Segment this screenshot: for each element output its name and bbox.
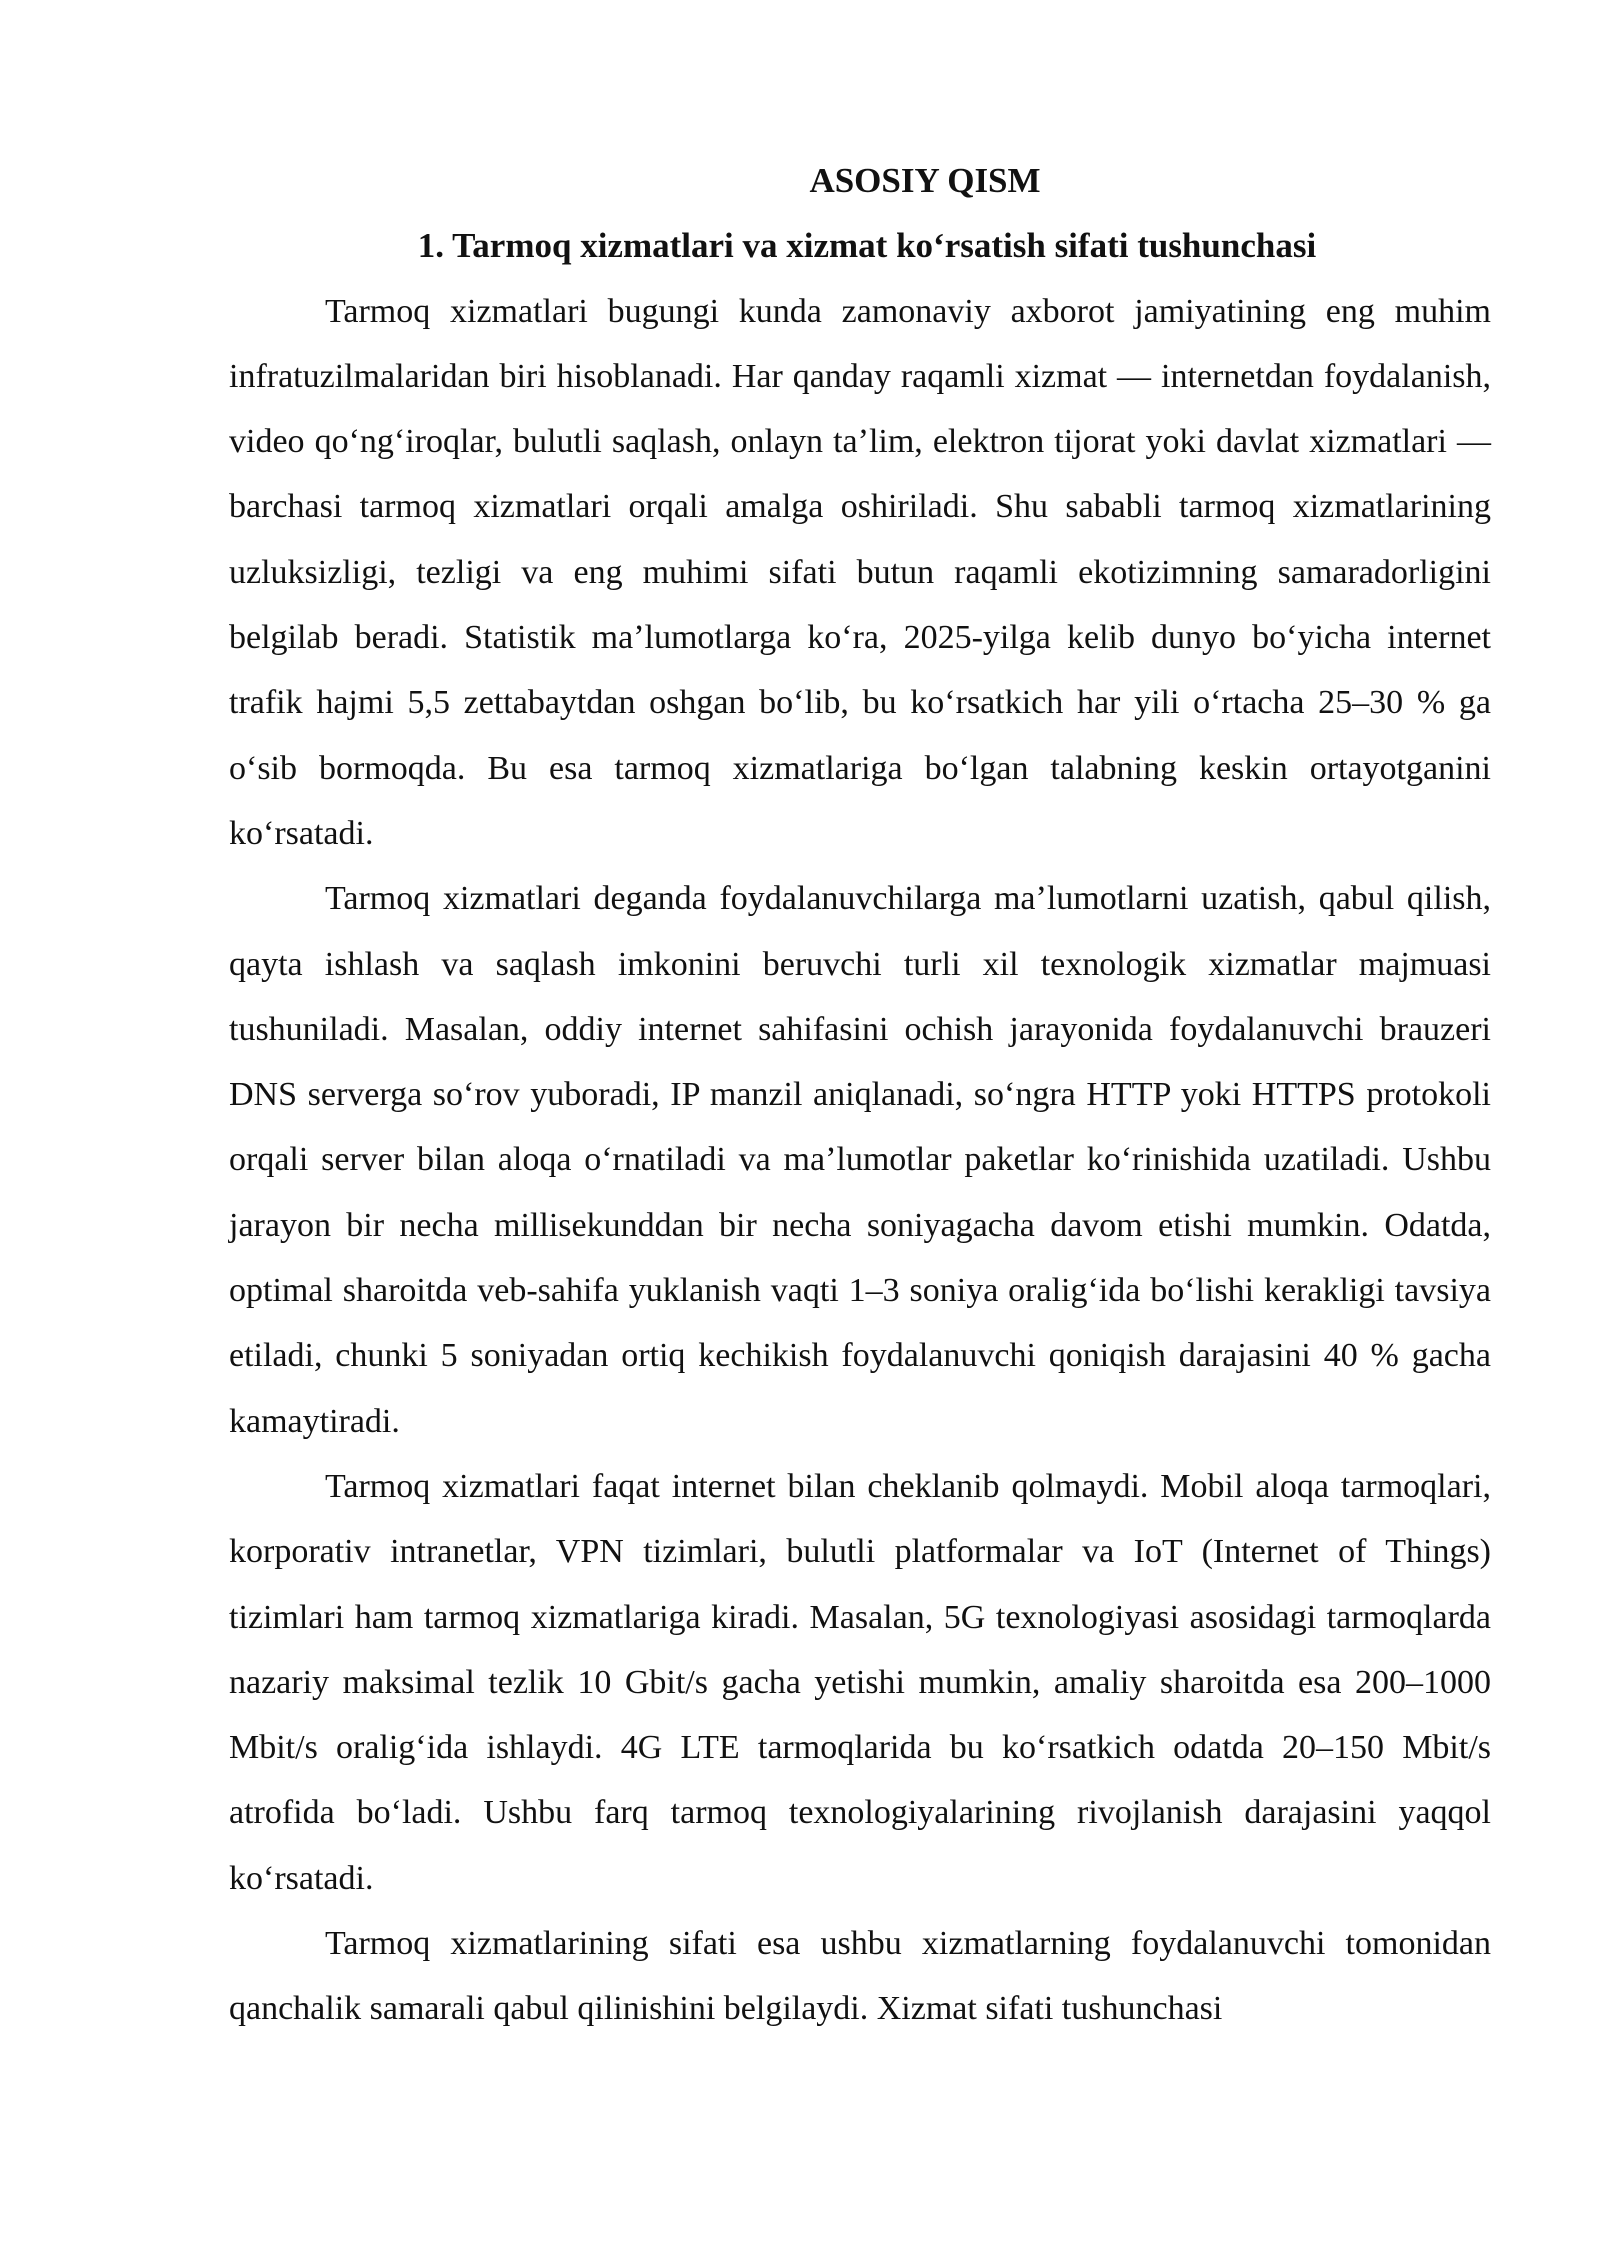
paragraph-2: Tarmoq xizmatlari deganda foydalanuvchilarga maʼlumotlarni uzatish, qabul qilish, qayta ishlash va saqlash imkonini beruvchi turli xil texnologik xizmatlar majmuasi tushuniladi. Masalan, oddiy internet sahifasini ochish jarayonida foydalanuvchi brauzeri DNS serverga soʻrov yuboradi, IP manzil aniqlanadi, soʻngra HTTP yoki HTTPS protokoli orqali server bilan aloqa oʻrnatiladi va maʼlumotlar paketlar koʻrinishida uzatiladi. Ushbu jarayon bir necha millisekunddan bir necha soniyagacha davom etishi mumkin. Odatda, optimal sharoitda veb-sahifa yuklanish vaqti 1–3 soniya oraligʻida boʻlishi kerakligi tavsiya etiladi, chunki 5 soniyadan ortiq kechikish foydalanuvchi qoniqish darajasini 40 % gacha kamaytiradi. (229, 880, 1491, 1440)
paragraph-1: Tarmoq xizmatlari bugungi kunda zamonaviy axborot jamiyatining eng muhim infratuzilmalaridan biri hisoblanadi. Har qanday raqamli xizmat — internetdan foydalanish, video qoʻngʻiroqlar, bulutli saqlash, onlayn taʼlim, elektron tijorat yoki davlat xizmatlari — barchasi tarmoq xizmatlari orqali amalga oshiriladi. Shu sababli tarmoq xizmatlarining uzluksizligi, tezligi va eng muhimi sifati butun raqamli ekotizimning samaradorligini belgilab beradi. Statistik maʼlumotlarga koʻra, 2025-yilga kelib dunyo boʻyicha internet trafik hajmi 5,5 zettabaytdan oshgan boʻlib, bu koʻrsatkich har yili oʻrtacha 25–30 % ga oʻsib bormoqda. Bu esa tarmoq xizmatlariga boʻlgan talabning keskin ortayotganini koʻrsatadi. (229, 292, 1491, 852)
paragraph-4: Tarmoq xizmatlarining sifati esa ushbu xizmatlarning foydalanuvchi tomonidan qanchalik samarali qabul qilinishini belgilaydi. Xizmat sifati tushunchasi (229, 1925, 1491, 2028)
paragraph-3: Tarmoq xizmatlari faqat internet bilan cheklanib qolmaydi. Mobil aloqa tarmoqlari, korporativ intranetlar, VPN tizimlari, bulutli platformalar va IoT (Internet of Things) tizimlari ham tarmoq xizmatlariga kiradi. Masalan, 5G texnologiyasi asosidagi tarmoqlarda nazariy maksimal tezlik 10 Gbit/s gacha yetishi mumkin, amaliy sharoitda esa 200–1000 Mbit/s oraligʻida ishlaydi. 4G LTE tarmoqlarida bu koʻrsatkich odatda 20–150 Mbit/s atrofida boʻladi. Ushbu farq tarmoq texnologiyalarining rivojlanish darajasini yaqqol koʻrsatadi. (229, 1467, 1491, 1897)
page-heading: ASOSIY QISM (809, 161, 1041, 200)
section-title: 1. Tarmoq xizmatlari va xizmat koʻrsatish sifati tushunchasi (417, 226, 1317, 266)
document-page (229, 148, 1491, 2042)
